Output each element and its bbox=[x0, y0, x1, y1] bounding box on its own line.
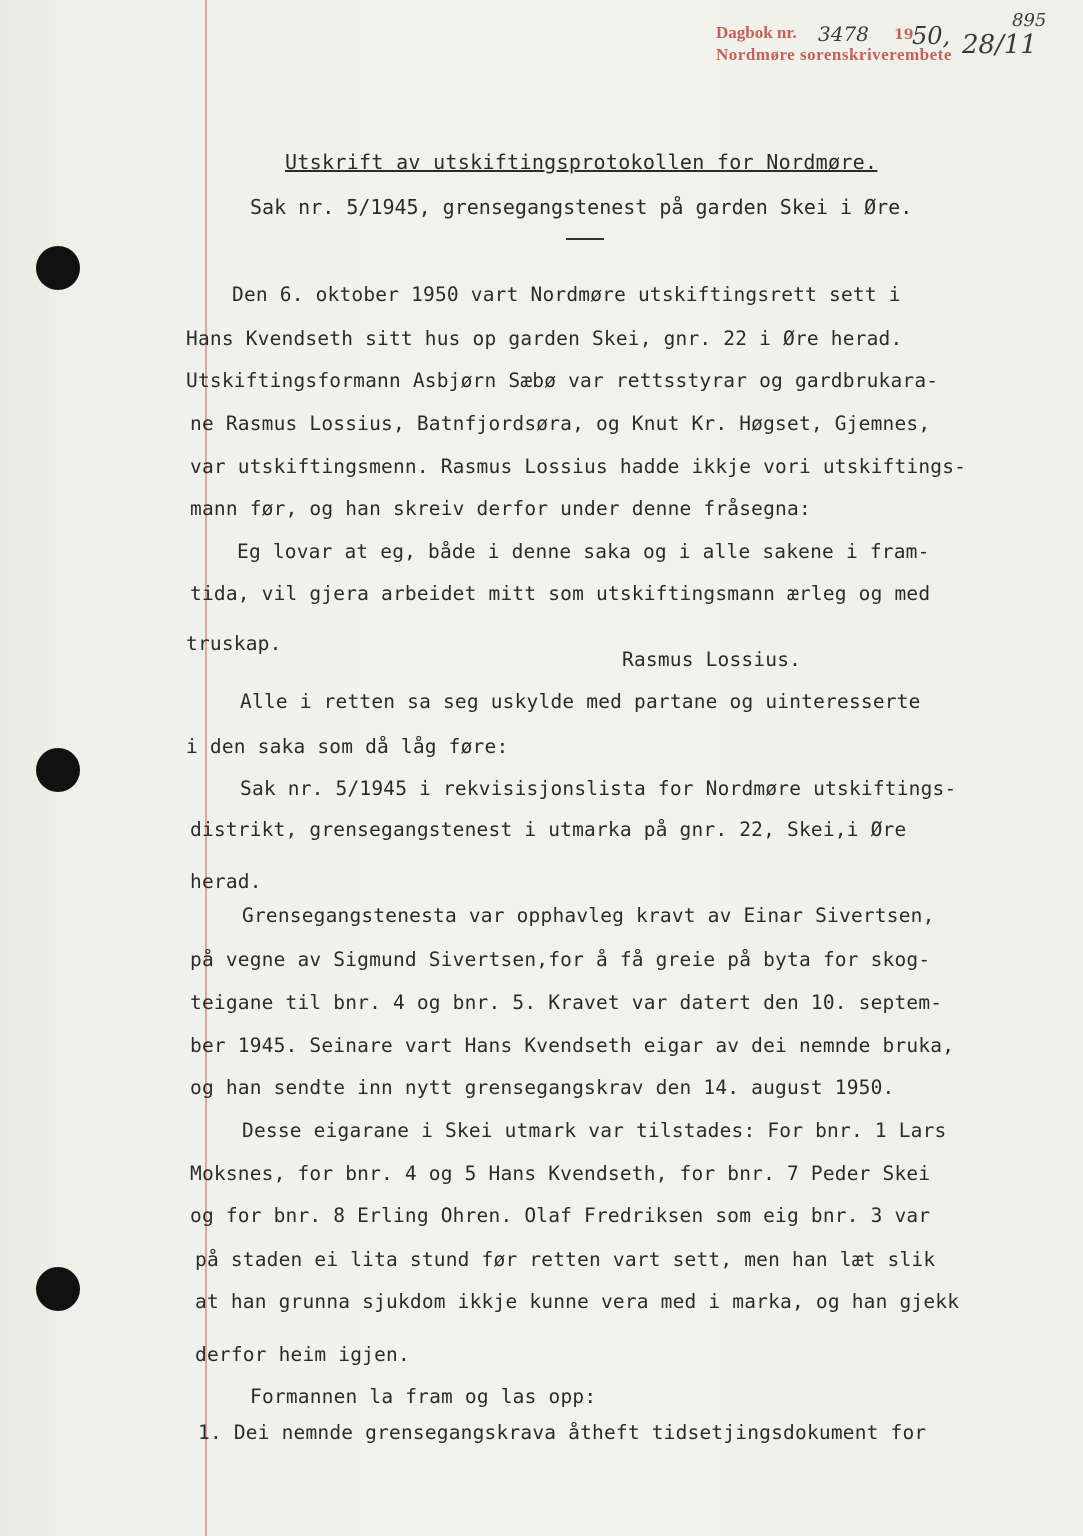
document-subtitle: Sak nr. 5/1945, grensegangstenest på garden Skei i Øre. bbox=[250, 195, 913, 219]
text-line: at han grunna sjukdom ikkje kunne vera med i marka, og han gjekk bbox=[195, 1290, 960, 1313]
text-line: Formannen la fram og las opp: bbox=[250, 1385, 597, 1408]
text-line: Utskiftingsformann Asbjørn Sæbø var rettsstyrar og gardbrukara- bbox=[186, 369, 939, 392]
text-line: Desse eigarane i Skei utmark var tilstades: For bnr. 1 Lars bbox=[242, 1119, 947, 1142]
text-line: på vegne av Sigmund Sivertsen,for å få greie på byta for skog- bbox=[190, 948, 931, 971]
text-line: derfor heim igjen. bbox=[195, 1343, 410, 1366]
text-line: teigane til bnr. 4 og bnr. 5. Kravet var datert den 10. septem- bbox=[190, 991, 943, 1014]
printed-year: 19 bbox=[894, 27, 914, 43]
text-line: 1. Dei nemnde grensegangskrava åtheft tidsetjingsdokument for bbox=[198, 1421, 927, 1444]
text-line: Moksnes, for bnr. 4 og 5 Hans Kvendseth, for bnr. 7 Peder Skei bbox=[190, 1162, 931, 1185]
text-line: og han sendte inn nytt grensegangskrav den 14. august 1950. bbox=[190, 1076, 895, 1099]
punch-hole-top bbox=[36, 246, 80, 290]
text-line: mann før, og han skreiv derfor under denne fråsegna: bbox=[190, 497, 811, 520]
hand-page-number: 895 bbox=[1012, 10, 1047, 31]
stamp-line-2: Nordmøre sorenskriverembete bbox=[716, 45, 952, 64]
text-line: Grensegangstenesta var opphavleg kravt av Einar Sivertsen, bbox=[242, 904, 935, 927]
title-separator bbox=[566, 238, 604, 240]
text-line: Eg lovar at eg, både i denne saka og i alle sakene i fram- bbox=[237, 540, 930, 563]
signature-name: Rasmus Lossius. bbox=[622, 648, 802, 671]
text-line: på staden ei lita stund før retten vart sett, men han læt slik bbox=[195, 1248, 936, 1271]
text-line: Alle i retten sa seg uskylde med partane og uinteresserte bbox=[240, 690, 921, 713]
text-line: var utskiftingsmenn. Rasmus Lossius hadde ikkje vori utskiftings- bbox=[190, 455, 967, 478]
hand-number: 3478 bbox=[818, 22, 869, 46]
hand-date: 28/11 bbox=[962, 30, 1037, 60]
text-line: Den 6. oktober 1950 vart Nordmøre utskiftingsrett sett i bbox=[232, 283, 901, 306]
text-line: i den saka som då låg føre: bbox=[186, 735, 509, 758]
hand-year: 50, bbox=[912, 22, 951, 50]
text-line: Sak nr. 5/1945 i rekvisisjonslista for Nordmøre utskiftings- bbox=[240, 777, 957, 800]
text-line: Hans Kvendseth sitt hus op garden Skei, gnr. 22 i Øre herad. bbox=[186, 327, 903, 350]
document-title: Utskrift av utskiftingsprotokollen for Nordmøre. bbox=[285, 150, 878, 174]
text-line: distrikt, grensegangstenest i utmarka på gnr. 22, Skei,i Øre bbox=[190, 818, 907, 841]
punch-hole-bottom bbox=[36, 1267, 80, 1311]
text-line: truskap. bbox=[186, 632, 282, 655]
text-line: tida, vil gjera arbeidet mitt som utskiftingsmann ærleg og med bbox=[190, 582, 931, 605]
stamp-line-1: Dagbok nr. bbox=[716, 23, 797, 42]
text-line: ne Rasmus Lossius, Batnfjordsøra, og Knut Kr. Høgset, Gjemnes, bbox=[190, 412, 931, 435]
text-line: og for bnr. 8 Erling Ohren. Olaf Fredriksen som eig bnr. 3 var bbox=[190, 1204, 931, 1227]
text-line: herad. bbox=[190, 870, 262, 893]
text-line: ber 1945. Seinare vart Hans Kvendseth eigar av dei nemnde bruka, bbox=[190, 1034, 955, 1057]
punch-hole-middle bbox=[36, 748, 80, 792]
